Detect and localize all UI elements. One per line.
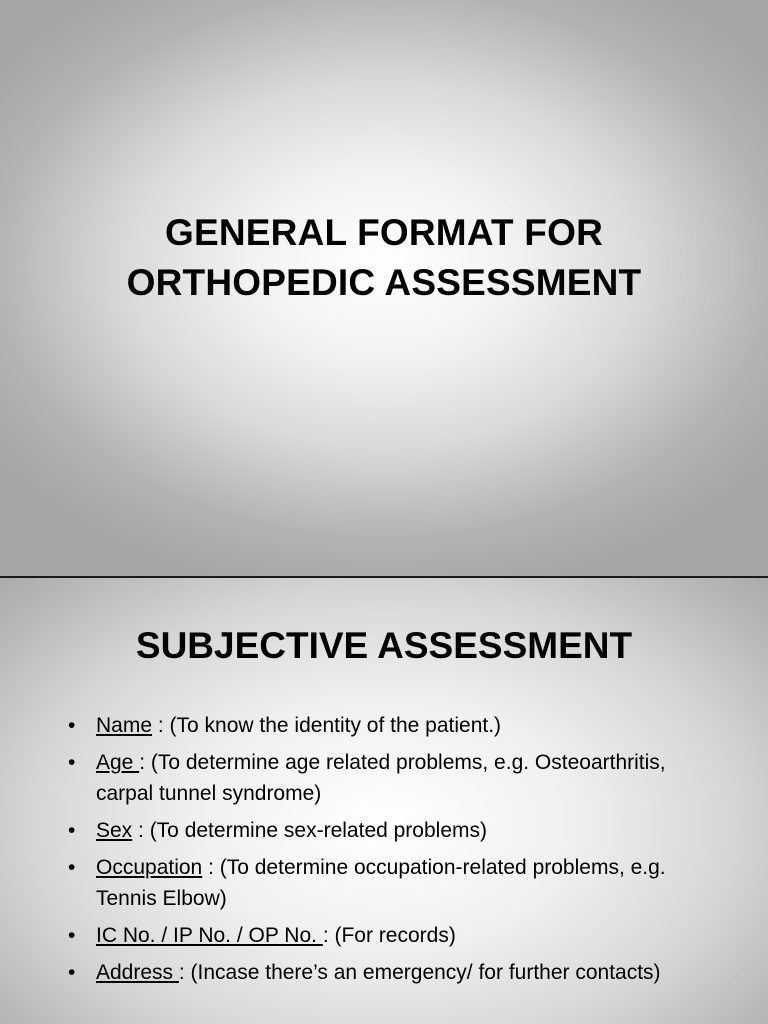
bullet-icon: • — [68, 856, 76, 879]
bullet-list — [0, 710, 768, 994]
item-text: : (To determine age related problems, e.g. Osteoarthritis, carpal tunnel syndrome) — [96, 751, 666, 805]
title-line-1: GENERAL FORMAT FOR — [165, 212, 603, 253]
bullet-icon: • — [68, 819, 76, 842]
bullet-icon: • — [68, 961, 76, 984]
list-item-sex — [0, 815, 768, 846]
list-item-ids — [0, 920, 768, 951]
bullet-icon: • — [68, 751, 76, 774]
item-text: : (For records) — [322, 924, 456, 947]
list-item-age — [0, 747, 768, 809]
item-text: : (To know the identity of the patient.) — [152, 714, 502, 737]
title-line-2: ORTHOPEDIC ASSESSMENT — [126, 262, 642, 303]
list-item-name — [0, 710, 768, 741]
item-text: : (To determine sex-related problems) — [132, 819, 487, 842]
content-slide — [0, 578, 768, 1024]
item-label: Age — [96, 751, 140, 774]
slide-title — [40, 208, 728, 308]
list-item-address — [0, 957, 768, 988]
bullet-icon: • — [68, 714, 76, 737]
item-text: : (To determine occupation-related problems, e.g. Tennis Elbow) — [96, 856, 666, 910]
item-label: Sex — [96, 819, 133, 842]
item-label: IC No. / IP No. / OP No. — [96, 924, 323, 947]
list-item-occupation — [0, 852, 768, 914]
item-label: Address — [96, 961, 179, 984]
item-label: Occupation — [96, 856, 203, 879]
item-text: : (Incase there’s an emergency/ for further contacts) — [178, 961, 661, 984]
bullet-icon: • — [68, 924, 76, 947]
item-label: Name — [96, 714, 153, 737]
section-title: SUBJECTIVE ASSESSMENT — [135, 625, 633, 666]
